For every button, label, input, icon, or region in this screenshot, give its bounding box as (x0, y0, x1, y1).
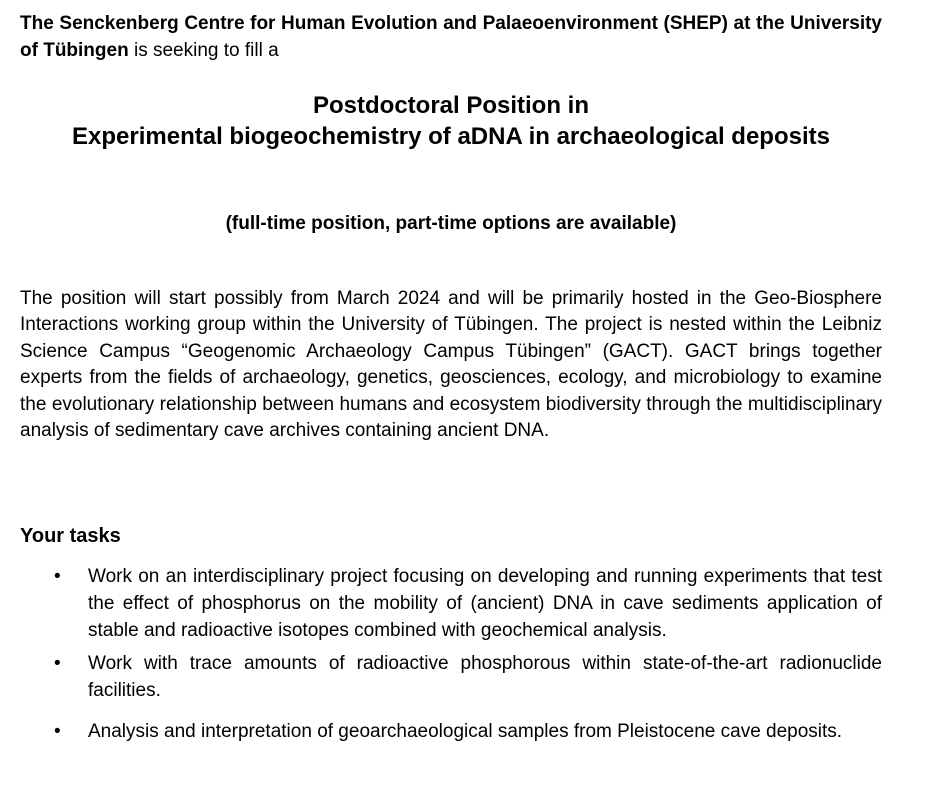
task-text: Analysis and interpretation of geoarchaeological samples from Pleistocene cave deposits. (88, 721, 843, 742)
position-title (20, 90, 882, 152)
bullet-icon: • (54, 721, 61, 742)
description-paragraph: The position will start possibly from March 2024 and will be primarily hosted in the Geo-Biosphere Interactions working group within the University of Tübingen. The project is nested within the Leibniz Science Campus “Geogenomic Archaeology Campus Tübingen” (GACT). GACT brings together experts from the fields of archaeology, genetics, geosciences, ecology, and microbiology to examine the evolutionary relationship between humans and ecosystem biodiversity through the multidisciplinary analysis of sedimentary cave archives containing ancient DNA. (20, 288, 882, 442)
bullet-icon: • (54, 566, 61, 587)
title-line-1: Postdoctoral Position in (312, 92, 589, 119)
task-text: Work on an interdisciplinary project focusing on developing and running experiments that test the effect of phosphorus on the mobility of (ancient) DNA in cave sediments application of stable and radioactive isotopes combined with geochemical analysis. (88, 566, 882, 641)
intro-paragraph (20, 10, 882, 64)
institution-name: The Senckenberg Centre for Human Evolution and Palaeoenvironment (SHEP) at the University of Tübingen (20, 13, 882, 61)
tasks-heading: Your tasks (20, 525, 121, 547)
task-item (20, 563, 882, 644)
intro-text: is seeking to fill a (128, 40, 279, 61)
bullet-icon: • (54, 653, 61, 674)
position-subtitle: (full-time position, part-time options are available) (225, 213, 677, 234)
task-text: Work with trace amounts of radioactive phosphorous within state-of-the-art radionuclide facilities. (88, 653, 882, 701)
task-item (20, 718, 882, 745)
title-line-2: Experimental biogeochemistry of aDNA in archaeological deposits (72, 123, 830, 150)
task-item (20, 650, 882, 704)
tasks-list (20, 563, 882, 745)
